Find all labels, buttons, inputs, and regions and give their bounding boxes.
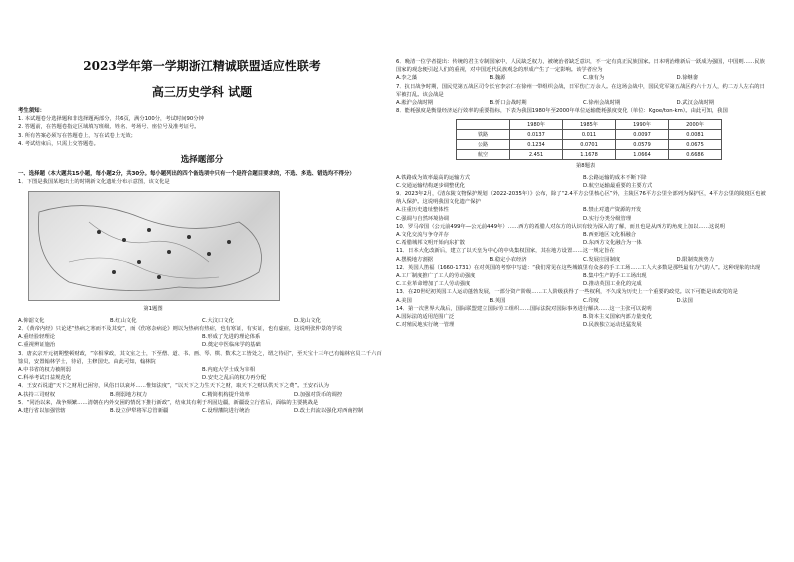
q10-stem: 10．罗马帝国（公元前499年—公元前449年）……西方的希腊人对东方的认识有较为深入的了解，而且也是从西方的角度上加以……这说明	[396, 223, 725, 230]
table-cell: 0.6686	[669, 150, 722, 160]
option[interactable]: A.淞沪会战时期	[396, 100, 433, 107]
notice-item: 2. 答题前，在答题卷指定区域填写班级、姓名、考场号、座位号及准考证号。	[18, 124, 200, 131]
option[interactable]: D.武汉会战时期	[676, 100, 715, 107]
option[interactable]: C.强调与自然环境协调	[396, 215, 450, 222]
table-header	[457, 120, 510, 130]
option[interactable]: D.推动英国工业化的完成	[583, 281, 642, 288]
option[interactable]: D.安史之乱后的权力再分配	[202, 375, 267, 382]
table-cell: 1.0664	[616, 150, 669, 160]
table-cell: 航空	[457, 150, 510, 160]
table-header: 2000年	[669, 120, 722, 130]
option[interactable]: D.加强对货币的调控	[294, 391, 343, 398]
q2-options	[18, 333, 386, 349]
exam-title: 2023学年第一学期浙江精诚联盟适应性联考	[83, 59, 321, 73]
option[interactable]: D.东西方文化融合为一体	[583, 240, 642, 247]
table-header-row	[457, 120, 722, 130]
option[interactable]: B.西亚地区文化相融合	[583, 232, 636, 239]
figure-caption: 第1题图	[143, 305, 163, 312]
option[interactable]: C.希腊城邦文明开始向东扩散	[396, 240, 465, 247]
option[interactable]: A.铁路成为效率最高的运输方式	[396, 174, 471, 181]
table-cell: 0.0675	[669, 140, 722, 150]
table-header: 1985年	[563, 120, 616, 130]
option[interactable]: C.对殖民地实行统一管理	[396, 322, 455, 329]
notice-item: 3. 所有答案必须写在答题卷上，写在试卷上无效；	[18, 132, 136, 139]
table-caption: 第8题表	[576, 163, 596, 170]
q13-stem: 13．在20世纪初英国工人运动蓬勃发展，一部分资产阶级……工人阶级获得了一些权利，不久成为历史上一个重要的政党。以下可能是该政党的是	[396, 289, 738, 296]
table-row	[457, 150, 722, 160]
notice-heading: 考生须知：	[18, 108, 45, 114]
option[interactable]: B.集中生产的手工工场出现	[583, 273, 647, 280]
q9-options	[396, 206, 770, 222]
option[interactable]: C.重视辨证施治	[18, 342, 56, 349]
option[interactable]: D.龙山文化	[294, 317, 321, 324]
option[interactable]: A.重经验轻理论	[18, 334, 55, 341]
option[interactable]: C.发展庄园制度	[583, 256, 621, 263]
q3-stem: 3．唐玄宗开元初期整顿财政，“宰相掌政，其文室之士，下至僧、道、书、画、琴、棋、数术之工皆处之，谓之待诏”，至天宝十三年已有翰林官员二千六百馀员，安置翰林学士，待诏，主修国史。由此可知，翰林院	[18, 350, 382, 365]
option[interactable]: C.徐州会战时期	[583, 100, 621, 107]
option[interactable]: C.科举考试日益规范化	[18, 375, 72, 382]
q14-options	[396, 313, 770, 329]
option[interactable]: A.摆脱地方割据	[396, 256, 433, 263]
option[interactable]: A.扶持三司财权	[18, 391, 55, 398]
table-row	[457, 130, 722, 140]
q9-stem: 9．2023年2月，《清东陵文物保护规划（2022-2035年）》公布，除了“2.4平方公里核心区”外，主陵区76平方公里全部列为保护区，4平方公里的陵寝区也被纳入保护。这说明我国文化遗产保护	[396, 191, 766, 206]
option[interactable]: D.实行分类分级管理	[583, 215, 632, 222]
option[interactable]: D.法国	[676, 297, 693, 304]
exam-subtitle: 高三历史学科 试题	[151, 85, 253, 99]
option[interactable]: A.李之藻	[396, 75, 418, 82]
table-cell: 0.0579	[616, 140, 669, 150]
option[interactable]: C.康有为	[583, 75, 605, 82]
table-cell: 2.451	[510, 150, 563, 160]
table-cell: 0.0081	[669, 130, 722, 140]
option[interactable]: B.公路运输的成本不断下降	[583, 174, 647, 181]
option[interactable]: D.航空运输最重要的主要方式	[583, 182, 653, 189]
option[interactable]: A.工厂制度推广了工人的劳动强度	[396, 273, 476, 280]
q11-stem: 11．日本大化改新后，建立了以天皇为中心的中央集权国家，其在地方设置……这一规定旨在	[396, 248, 615, 255]
table-row	[457, 140, 722, 150]
q2-stem: 2．《黄帝内经》只论述“热病之寒而不及其变”，而《伤寒杂病论》则以为热病有热症，也有寒证，有实证，也有虚症，这说明张仲景的学说	[18, 326, 343, 333]
option[interactable]: D.奠定中医临床学的基础	[202, 342, 261, 349]
option[interactable]: B.魏源	[489, 75, 506, 82]
option[interactable]: B.红山文化	[110, 317, 137, 324]
left-column	[18, 0, 386, 415]
right-column	[396, 58, 770, 329]
option[interactable]: B.设立伊犁将军总管新疆	[110, 408, 169, 415]
table-cell: 0.0701	[563, 140, 616, 150]
part-instruction: 一、选择题（本大题共15小题，每小题2分，共30分。每小题列出的四个备选项中只有一个是符合题目要求的，不选、多选、错选均不得分）	[18, 171, 355, 178]
option[interactable]: B.稳定小农经济	[489, 256, 527, 263]
q1-options	[18, 317, 386, 325]
option[interactable]: A.美国	[396, 297, 412, 304]
table-cell: 0.011	[563, 130, 616, 140]
option[interactable]: C.工业革命增加了工人劳动强度	[396, 281, 471, 288]
q4-stem: 4．王安石说道“天下之财用已困穷，风俗日以衰坏……惟知法度”，“以天下之力生天下之财，取天下之财以供天下之费”。王安石认为	[18, 383, 329, 390]
q7-options	[396, 99, 770, 107]
q11-options	[396, 256, 770, 264]
q13-options	[396, 297, 770, 305]
option[interactable]: B.禁止对遗产资源的开发	[583, 207, 642, 214]
option[interactable]: C.大汶口文化	[202, 317, 234, 324]
q3-options	[18, 366, 386, 382]
q8-stem: 8．能耗强度是衡量经济运行效率的重要指标，下表为我国1980年至2000年单位运输能耗强度变化（单位：Kgoe/ton-km）。由此可知，我国	[396, 108, 728, 115]
q6-options	[396, 74, 770, 82]
section-title: 选择题部分	[180, 155, 224, 166]
option[interactable]: C.交通运输结构逐步调整优化	[396, 182, 465, 189]
option[interactable]: C.印度	[583, 297, 599, 304]
option[interactable]: B.形成了先进的理论体系	[202, 334, 261, 341]
table-cell: 0.1234	[510, 140, 563, 150]
option[interactable]: B.资本主义国家内部力量变化	[583, 314, 652, 321]
map-figure	[28, 191, 280, 301]
option[interactable]: A.注重历史遗址整体性	[396, 207, 449, 214]
option[interactable]: D.改土归流以强化对西南控制	[294, 408, 364, 415]
table-header: 1980年	[510, 120, 563, 130]
option[interactable]: B.内庭大学士成为宰相	[202, 367, 255, 374]
q7-stem: 7．抗日战争时期，国民党第五战区司令长官李宗仁在徐州一带组织会战，日军伤亡万余人。在这场会战中，国民党军第五战区约六十万人，约二万人左右的日军被打乱。该会战是	[396, 83, 765, 98]
table-cell: 公路	[457, 140, 510, 150]
notice-item: 1. 本试题卷分选择题和非选择题两部分，共6页，满分100分，考试时间90分钟	[18, 116, 204, 123]
option[interactable]: C.精简机构提升效率	[202, 391, 250, 398]
option[interactable]: A.仰韶文化	[18, 317, 45, 324]
table-header: 1990年	[616, 120, 669, 130]
q12-options	[396, 272, 770, 288]
option[interactable]: B.英国	[489, 297, 506, 304]
q4-options	[18, 391, 386, 399]
option[interactable]: D.民族独立运动迅猛发展	[583, 322, 642, 329]
option[interactable]: C.设理藩院进行统治	[202, 408, 250, 415]
energy-table	[456, 119, 722, 160]
q5-options	[18, 407, 386, 415]
map-sketch	[29, 192, 279, 300]
table-cell: 1.1678	[563, 150, 616, 160]
option[interactable]: A.中书省的权力被削弱	[18, 367, 71, 374]
q8-options	[396, 174, 770, 190]
option[interactable]: A.国际法的适用范围广泛	[396, 314, 455, 321]
q10-options	[396, 231, 770, 247]
option[interactable]: D.限制贵族势力	[676, 256, 715, 263]
q5-stem: 5．“同治以来，战争频繁……清朝在内外交困的情况下推行新政”，结束其有利于巩固边疆，新疆设立行省后，面临的主要挑战是	[18, 399, 319, 406]
option[interactable]: B.削弱地方权力	[110, 391, 148, 398]
notice-item: 4. 考试结束后，只需上交答题卷。	[18, 140, 99, 147]
table-cell: 0.0137	[510, 130, 563, 140]
q1-stem: 1．下图是我国某地出土的时期新文化遗址分布示意图，该文化是	[18, 179, 170, 186]
q6-stem: 6．晚清一位学者提出：传统的君主专制国家中，人民缺乏权力，被统治者缺乏意识，不一定有真正民族国家。日本明治维新后一跃成为强国，中国则……民族国家的观念便引起人们的重视，对中国近代民族观念的形成产生了一定影响。该学者应为	[396, 59, 765, 74]
option[interactable]: B.忻口会战时期	[489, 100, 527, 107]
table-cell: 0.0097	[616, 130, 669, 140]
q12-stem: 12．英国人笛福（1660-1731）在对英国的考察中写道：“我们常见在这些城镇里有众多的手工工场……工人大多数是那些最有力气的人”。这种现象的出现	[396, 264, 761, 271]
q14-stem: 14．第一次世界大战后，国际联盟建立国际劳工组织……国际法院对国际事务进行解决……这一主张可以说明	[396, 305, 652, 312]
option[interactable]: A.文化交流与争夺并存	[396, 232, 449, 239]
option[interactable]: D.徐继畬	[676, 75, 699, 82]
table-cell: 铁路	[457, 130, 510, 140]
option[interactable]: A.建行省以加强管辖	[18, 408, 66, 415]
